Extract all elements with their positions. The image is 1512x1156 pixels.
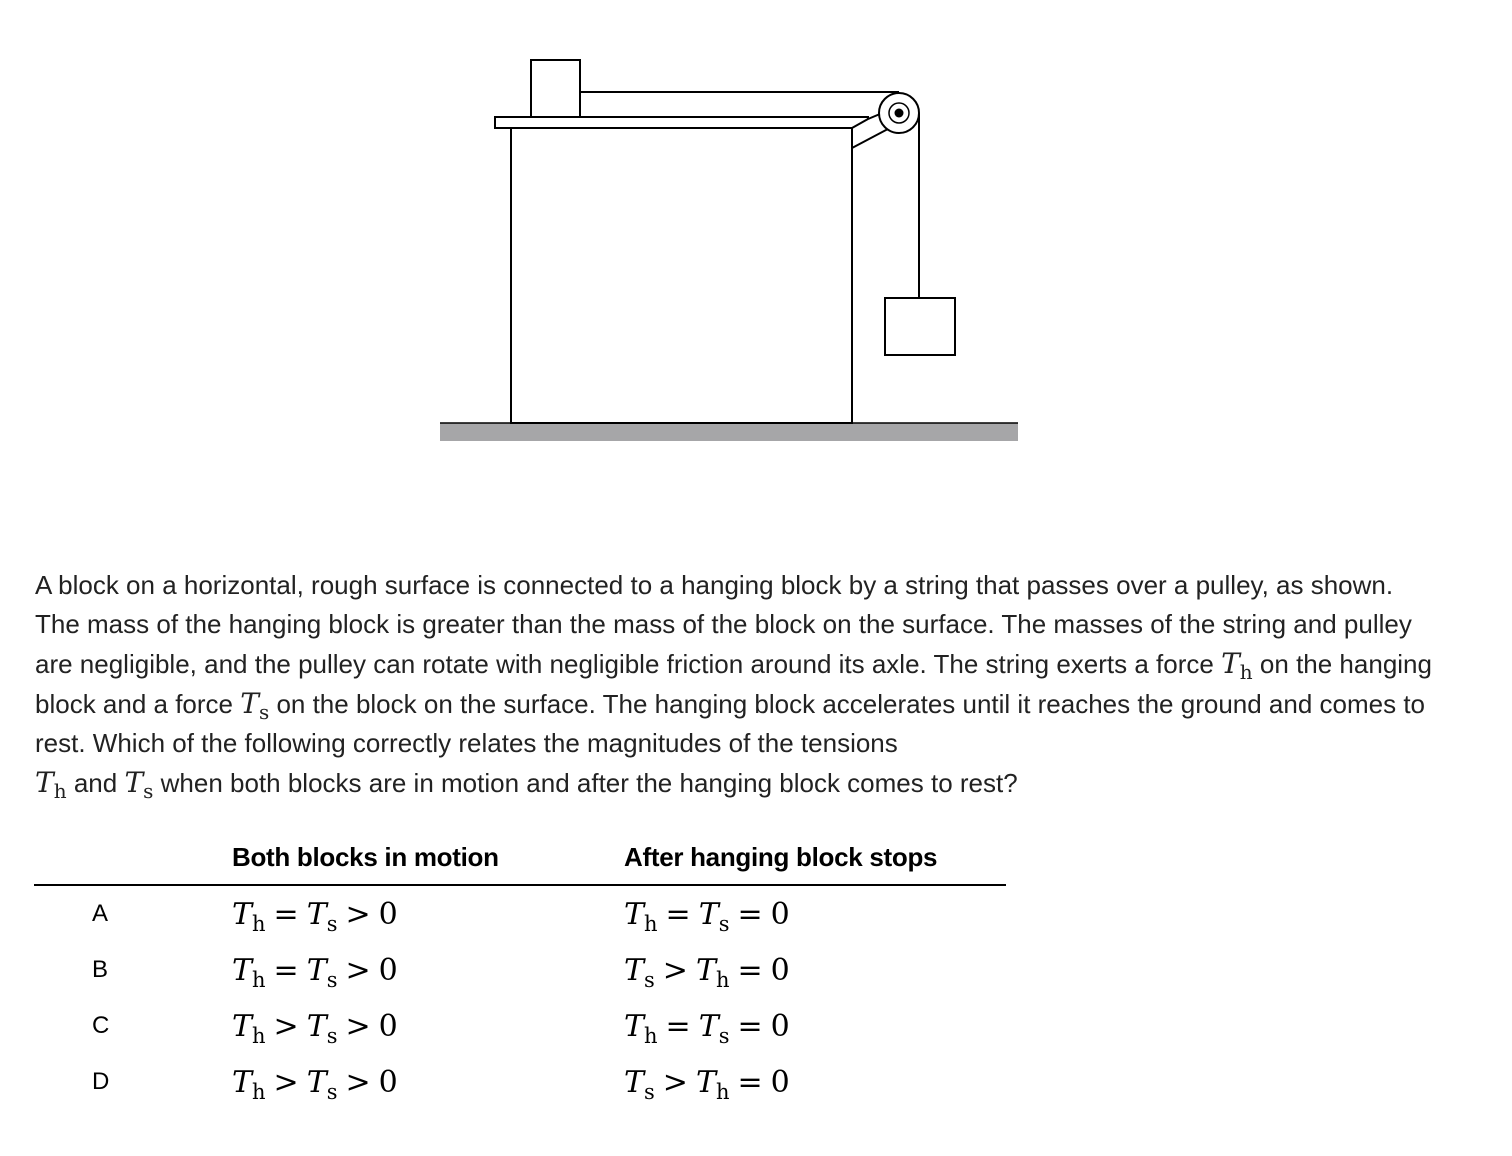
header-after-stops: After hanging block stops	[624, 830, 1006, 885]
choice-motion-relation: $T_h = T_s > 0$	[232, 896, 398, 936]
answer-row-c[interactable]	[34, 998, 1006, 1054]
choice-stopped-relation: $T_s > T_h = 0$	[624, 1064, 790, 1104]
choice-letter: A	[92, 900, 109, 927]
question-text	[35, 566, 1435, 803]
table-body	[511, 128, 852, 423]
question-part-2: on the hanging block and a force	[35, 649, 1432, 719]
choice-letter: D	[92, 1068, 110, 1095]
pulley-diagram	[0, 0, 1512, 470]
choice-motion-relation: $T_h = T_s > 0$	[232, 952, 398, 992]
question-part-1: A block on a horizontal, rough surface is connected to a hanging block by a string that passes over a pulley, as shown. The mass of the hanging block is greater than the mass of the block on the surface. The masses of the string and pulley are negligible, and the pulley can rotate with negligible friction around its axle. The string exerts a force	[35, 570, 1412, 679]
choice-stopped-relation: $T_h = T_s = 0$	[624, 1008, 790, 1048]
answer-row-b[interactable]	[34, 942, 1006, 998]
choice-stopped-relation: $T_s > T_h = 0$	[624, 952, 790, 992]
choice-stopped-relation: $T_h = T_s = 0$	[624, 896, 790, 936]
answer-row-a[interactable]	[34, 885, 1006, 942]
symbol-t-s: $T_s$	[240, 687, 270, 724]
question-part-5: when both blocks are in motion and after the hanging block comes to rest?	[160, 768, 1018, 798]
symbol-t-h: $T_h$	[1221, 647, 1253, 684]
header-both-in-motion: Both blocks in motion	[232, 830, 624, 885]
symbol-t-h: $T_h$	[35, 766, 67, 803]
surface-block	[531, 60, 580, 117]
choice-motion-relation: $T_h > T_s > 0$	[232, 1064, 398, 1104]
choice-letter: C	[92, 1012, 110, 1039]
question-part-4: and	[73, 768, 118, 798]
symbol-t-s: $T_s$	[124, 766, 154, 803]
answer-row-d[interactable]	[34, 1054, 1006, 1110]
answer-table	[34, 830, 1006, 1110]
header-letter	[34, 830, 232, 885]
question-part-3: on the block on the surface. The hanging block accelerates until it reaches the ground and comes to rest. Which of the following correctly relates the magnitudes of the tensions	[35, 689, 1426, 758]
pulley-axle	[895, 109, 904, 118]
hanging-block	[885, 298, 955, 355]
choice-letter: B	[92, 956, 109, 983]
ground	[440, 423, 1018, 441]
choice-motion-relation: $T_h > T_s > 0$	[232, 1008, 398, 1048]
answer-table-header	[34, 830, 1006, 885]
table-top	[495, 117, 868, 128]
